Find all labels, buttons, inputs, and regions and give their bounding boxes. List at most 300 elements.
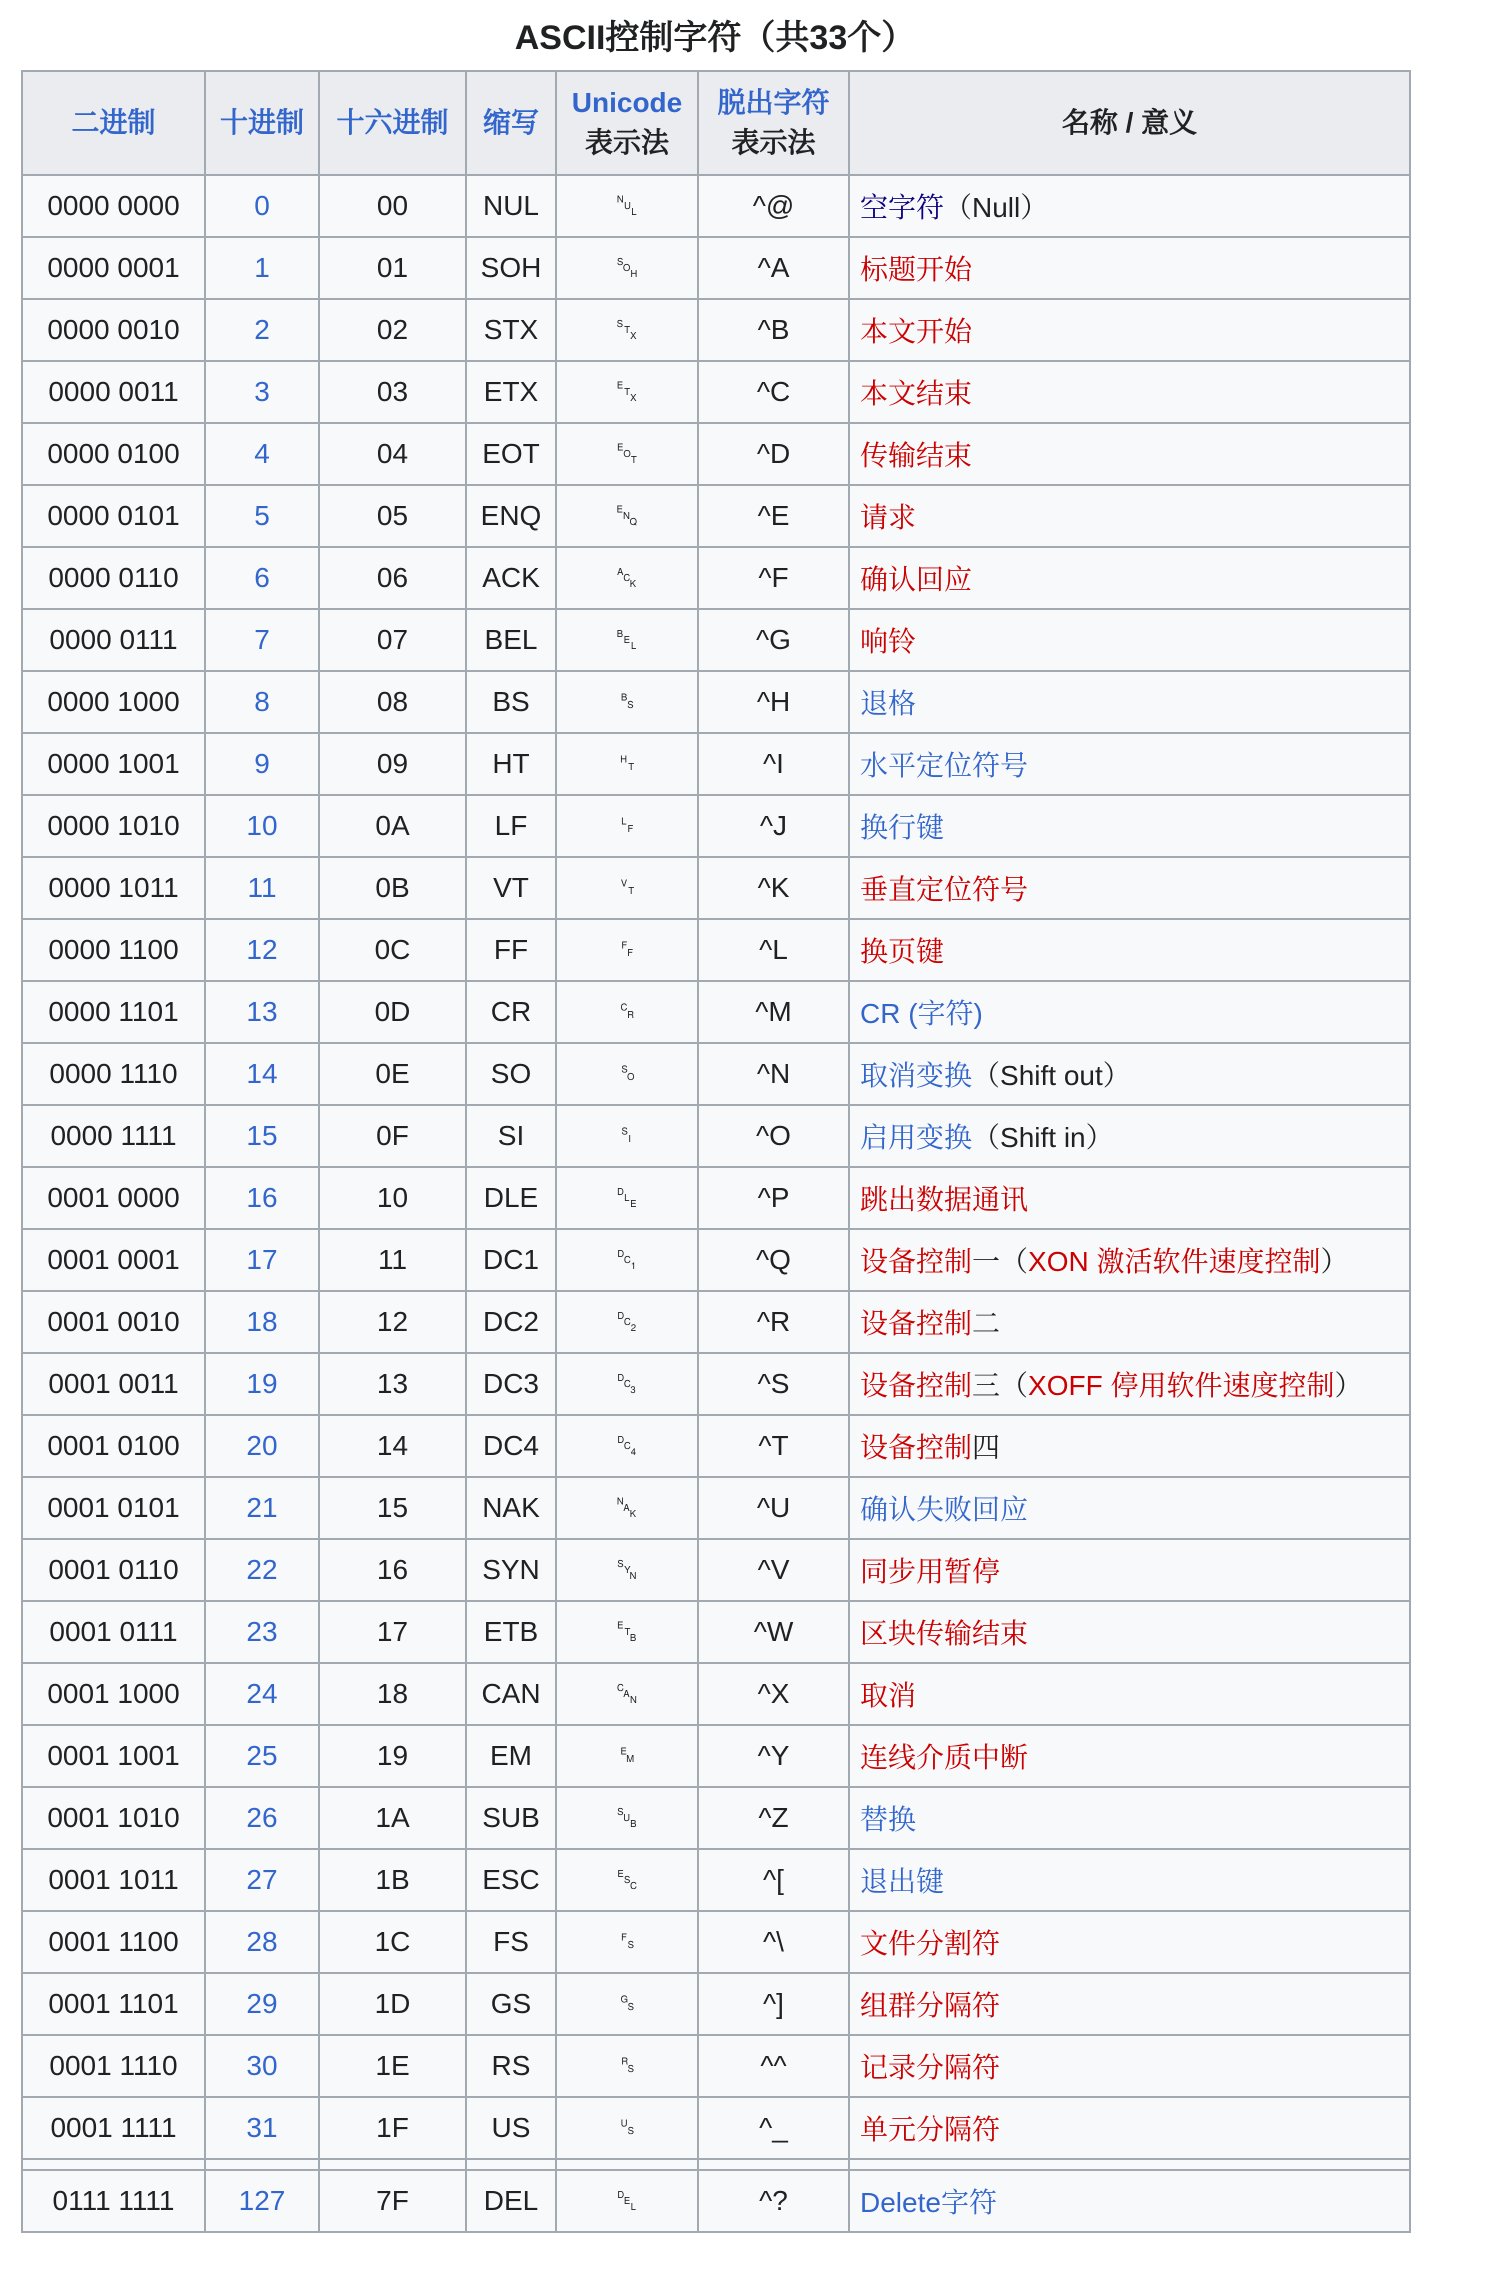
cell-caret-notation: ^H — [698, 671, 849, 733]
cell-unicode-glyph: ␇ — [556, 609, 698, 671]
redlink[interactable]: 确认回应 — [860, 564, 973, 595]
cell-abbreviation: BEL — [466, 609, 556, 671]
header-line — [703, 83, 844, 123]
cell-name-meaning — [849, 237, 1410, 299]
cell-name-meaning — [849, 1477, 1410, 1539]
redlink[interactable]: 设备控制 — [860, 1432, 973, 1463]
redlink[interactable]: 设备控制 — [860, 1308, 973, 1339]
cell-caret-notation: ^D — [698, 423, 849, 485]
cell-abbreviation: NUL — [466, 175, 556, 237]
plain-text: 四 — [972, 1432, 1001, 1463]
cell-decimal — [205, 1043, 319, 1105]
redlink[interactable]: 组群分隔符 — [860, 1990, 1001, 2021]
cell-caret-notation: ^M — [698, 981, 849, 1043]
cell-caret-notation: ^S — [698, 1353, 849, 1415]
redlink[interactable]: 跳出数据通讯 — [860, 1184, 1029, 1215]
cell-hex: 0E — [319, 1043, 466, 1105]
cell-decimal — [205, 1539, 319, 1601]
cell-name-meaning — [849, 2170, 1410, 2232]
cell-binary: 0001 0110 — [22, 1539, 205, 1601]
cell-abbreviation: SYN — [466, 1539, 556, 1601]
cell-hex: 0D — [319, 981, 466, 1043]
cell-unicode-glyph: ␒ — [556, 1291, 698, 1353]
cell-name-meaning — [849, 1973, 1410, 2035]
cell-binary: 0001 0001 — [22, 1229, 205, 1291]
table-row — [22, 795, 1410, 857]
visited-link[interactable]: 空字符 — [860, 192, 945, 223]
cell-abbreviation: ENQ — [466, 485, 556, 547]
cell-abbreviation: ESC — [466, 1849, 556, 1911]
cell-abbreviation: ACK — [466, 547, 556, 609]
column-header-name — [849, 71, 1410, 175]
cell-name-meaning — [849, 1539, 1410, 1601]
cell-caret-notation: ^^ — [698, 2035, 849, 2097]
wiki-link[interactable]: 17 — [246, 1244, 278, 1275]
spacer-cell — [698, 2159, 849, 2170]
table-row — [22, 1415, 1410, 1477]
redlink[interactable]: 区块传输结束 — [860, 1618, 1029, 1649]
cell-caret-notation: ^N — [698, 1043, 849, 1105]
redlink[interactable]: 同步用暂停 — [860, 1556, 1001, 1587]
cell-abbreviation: DC3 — [466, 1353, 556, 1415]
cell-decimal — [205, 1105, 319, 1167]
cell-hex: 19 — [319, 1725, 466, 1787]
plain-text: ） — [1320, 1246, 1349, 1277]
cell-binary: 0001 1110 — [22, 2035, 205, 2097]
wiki-link[interactable]: 3 — [254, 376, 270, 407]
cell-unicode-glyph: ␖ — [556, 1539, 698, 1601]
cell-decimal — [205, 1229, 319, 1291]
table-row — [22, 919, 1410, 981]
plain-text: 二 — [972, 1308, 1001, 1339]
header-line — [854, 103, 1405, 143]
cell-name-meaning — [849, 857, 1410, 919]
cell-name-meaning — [849, 1415, 1410, 1477]
table-row — [22, 2097, 1410, 2159]
cell-name-meaning — [849, 1167, 1410, 1229]
wiki-link[interactable]: 退格 — [860, 688, 917, 719]
cell-caret-notation: ^T — [698, 1415, 849, 1477]
plain-text: 名称 / 意义 — [1061, 107, 1198, 138]
cell-hex: 11 — [319, 1229, 466, 1291]
plain-text: （Shift out） — [972, 1060, 1131, 1091]
cell-abbreviation: SOH — [466, 237, 556, 299]
table-row — [22, 361, 1410, 423]
cell-unicode-glyph: ␎ — [556, 1043, 698, 1105]
table-row — [22, 1229, 1410, 1291]
cell-hex: 09 — [319, 733, 466, 795]
cell-abbreviation: ETB — [466, 1601, 556, 1663]
cell-name-meaning — [849, 671, 1410, 733]
cell-binary: 0000 1000 — [22, 671, 205, 733]
table-row — [22, 981, 1410, 1043]
wiki-link[interactable]: 11 — [247, 872, 277, 903]
wiki-link[interactable]: 0 — [254, 190, 270, 221]
wiki-link[interactable]: 二进制 — [71, 107, 156, 138]
wiki-link[interactable]: 30 — [246, 2050, 278, 2081]
cell-unicode-glyph: ␟ — [556, 2097, 698, 2159]
cell-binary: 0000 1010 — [22, 795, 205, 857]
cell-binary: 0001 0101 — [22, 1477, 205, 1539]
cell-hex: 0C — [319, 919, 466, 981]
table-head — [22, 71, 1410, 175]
cell-binary: 0000 1110 — [22, 1043, 205, 1105]
cell-name-meaning — [849, 981, 1410, 1043]
cell-name-meaning — [849, 1911, 1410, 1973]
redlink[interactable]: 设备控制 — [860, 1370, 973, 1401]
header-line — [324, 103, 461, 143]
cell-binary: 0111 1111 — [22, 2170, 205, 2232]
cell-name-meaning — [849, 1663, 1410, 1725]
cell-hex: 0F — [319, 1105, 466, 1167]
cell-unicode-glyph: ␞ — [556, 2035, 698, 2097]
cell-unicode-glyph: ␝ — [556, 1973, 698, 2035]
table-body — [22, 175, 1410, 2232]
cell-caret-notation: ^] — [698, 1973, 849, 2035]
cell-hex: 02 — [319, 299, 466, 361]
column-header-abbr — [466, 71, 556, 175]
cell-unicode-glyph: ␃ — [556, 361, 698, 423]
table-row — [22, 1911, 1410, 1973]
table-row — [22, 1539, 1410, 1601]
wiki-link[interactable]: 换行键 — [860, 812, 945, 843]
table-row — [22, 485, 1410, 547]
table-row — [22, 547, 1410, 609]
wiki-link[interactable]: 取消变换 — [860, 1060, 973, 1091]
cell-hex: 14 — [319, 1415, 466, 1477]
redlink[interactable]: 记录分隔符 — [860, 2052, 1001, 2083]
cell-hex: 07 — [319, 609, 466, 671]
cell-decimal — [205, 175, 319, 237]
cell-decimal — [205, 671, 319, 733]
cell-decimal — [205, 237, 319, 299]
cell-caret-notation: ^Q — [698, 1229, 849, 1291]
column-header-unicode — [556, 71, 698, 175]
wiki-link[interactable]: 13 — [246, 996, 278, 1027]
cell-hex: 18 — [319, 1663, 466, 1725]
header-line — [471, 103, 551, 143]
cell-name-meaning — [849, 1787, 1410, 1849]
wiki-link[interactable]: 26 — [246, 1802, 278, 1833]
cell-caret-notation: ^\ — [698, 1911, 849, 1973]
cell-hex: 10 — [319, 1167, 466, 1229]
table-row — [22, 423, 1410, 485]
wiki-link[interactable]: 脱出字符 — [717, 87, 830, 118]
cell-caret-notation: ^[ — [698, 1849, 849, 1911]
cell-unicode-glyph: ␚ — [556, 1787, 698, 1849]
cell-unicode-glyph: ␀ — [556, 175, 698, 237]
cell-binary: 0000 0000 — [22, 175, 205, 237]
wiki-link[interactable]: 18 — [246, 1306, 278, 1337]
cell-unicode-glyph: ␉ — [556, 733, 698, 795]
cell-hex: 00 — [319, 175, 466, 237]
cell-unicode-glyph: ␊ — [556, 795, 698, 857]
wiki-link[interactable]: 21 — [246, 1492, 278, 1523]
cell-unicode-glyph: ␜ — [556, 1911, 698, 1973]
wiki-link[interactable]: 确认失败回应 — [860, 1494, 1029, 1525]
cell-binary: 0001 0100 — [22, 1415, 205, 1477]
wiki-link[interactable]: Unicode — [571, 87, 683, 118]
cell-hex: 17 — [319, 1601, 466, 1663]
table-row — [22, 1973, 1410, 2035]
cell-hex: 1A — [319, 1787, 466, 1849]
wiki-link[interactable]: 27 — [246, 1864, 278, 1895]
wiki-link[interactable]: 缩写 — [482, 107, 539, 138]
cell-caret-notation: ^E — [698, 485, 849, 547]
wiki-link[interactable]: 1 — [254, 252, 270, 283]
redlink[interactable]: 换页键 — [860, 936, 945, 967]
table-row — [22, 299, 1410, 361]
cell-name-meaning — [849, 1291, 1410, 1353]
table-row — [22, 1105, 1410, 1167]
cell-name-meaning — [849, 423, 1410, 485]
wiki-link[interactable]: 12 — [246, 934, 278, 965]
header-line — [27, 103, 200, 143]
cell-binary: 0001 1011 — [22, 1849, 205, 1911]
cell-decimal — [205, 1415, 319, 1477]
plain-text: 表示法 — [584, 127, 669, 158]
cell-caret-notation: ^_ — [698, 2097, 849, 2159]
wiki-link[interactable]: 4 — [254, 438, 270, 469]
wiki-link[interactable]: 9 — [254, 748, 270, 779]
cell-name-meaning — [849, 1725, 1410, 1787]
spacer-cell — [849, 2159, 1410, 2170]
wiki-link[interactable]: 127 — [238, 2185, 286, 2216]
redlink[interactable]: 响铃 — [860, 626, 917, 657]
plain-text: 三（ — [972, 1370, 1029, 1401]
cell-name-meaning — [849, 1229, 1410, 1291]
cell-abbreviation: DLE — [466, 1167, 556, 1229]
cell-hex: 1D — [319, 1973, 466, 2035]
cell-decimal — [205, 981, 319, 1043]
table-row — [22, 175, 1410, 237]
cell-abbreviation: SI — [466, 1105, 556, 1167]
cell-binary: 0000 1101 — [22, 981, 205, 1043]
cell-caret-notation: ^Y — [698, 1725, 849, 1787]
cell-abbreviation: RS — [466, 2035, 556, 2097]
spacer-cell — [205, 2159, 319, 2170]
wiki-link[interactable]: 2 — [254, 314, 270, 345]
cell-name-meaning — [849, 609, 1410, 671]
cell-abbreviation: GS — [466, 1973, 556, 2035]
redlink[interactable]: 设备控制 — [860, 1246, 973, 1277]
cell-unicode-glyph: ␈ — [556, 671, 698, 733]
column-header-hex — [319, 71, 466, 175]
table-row — [22, 1849, 1410, 1911]
cell-decimal — [205, 1663, 319, 1725]
cell-unicode-glyph: ␂ — [556, 299, 698, 361]
table-row — [22, 237, 1410, 299]
header-line — [561, 83, 693, 123]
cell-unicode-glyph: ␕ — [556, 1477, 698, 1539]
cell-abbreviation: US — [466, 2097, 556, 2159]
wiki-link[interactable]: 替换 — [860, 1804, 917, 1835]
redlink[interactable]: 请求 — [860, 502, 917, 533]
wiki-link[interactable]: 十进制 — [219, 107, 304, 138]
header-line — [210, 103, 314, 143]
cell-binary: 0001 0010 — [22, 1291, 205, 1353]
table-row — [22, 733, 1410, 795]
wiki-link[interactable]: 23 — [246, 1616, 278, 1647]
redlink[interactable]: 单元分隔符 — [860, 2114, 1001, 2145]
table-row — [22, 1291, 1410, 1353]
cell-abbreviation: SUB — [466, 1787, 556, 1849]
cell-binary: 0000 0001 — [22, 237, 205, 299]
table-row — [22, 1353, 1410, 1415]
wiki-link[interactable]: 7 — [254, 624, 270, 655]
wiki-link[interactable]: 8 — [254, 686, 270, 717]
spacer-cell — [22, 2159, 205, 2170]
wiki-link[interactable]: 16 — [246, 1182, 278, 1213]
column-header-decimal — [205, 71, 319, 175]
cell-hex: 0A — [319, 795, 466, 857]
table-row — [22, 857, 1410, 919]
redlink[interactable]: 取消 — [860, 1680, 917, 1711]
cell-binary: 0001 1001 — [22, 1725, 205, 1787]
cell-unicode-glyph: ␏ — [556, 1105, 698, 1167]
header-row — [22, 71, 1410, 175]
cell-binary: 0001 1111 — [22, 2097, 205, 2159]
wiki-link[interactable]: 启用变换 — [860, 1122, 973, 1153]
cell-hex: 1F — [319, 2097, 466, 2159]
wiki-link[interactable]: 20 — [246, 1430, 278, 1461]
table-row — [22, 1167, 1410, 1229]
cell-unicode-glyph: ␑ — [556, 1229, 698, 1291]
cell-name-meaning — [849, 1043, 1410, 1105]
cell-decimal — [205, 919, 319, 981]
spacer-cell — [556, 2159, 698, 2170]
cell-decimal — [205, 1601, 319, 1663]
wiki-link[interactable]: 6 — [254, 562, 270, 593]
cell-binary: 0001 1101 — [22, 1973, 205, 2035]
cell-caret-notation: ^I — [698, 733, 849, 795]
wiki-link[interactable]: 十六进制 — [336, 107, 449, 138]
spacer-cell — [466, 2159, 556, 2170]
cell-abbreviation: DC4 — [466, 1415, 556, 1477]
cell-unicode-glyph: ␌ — [556, 919, 698, 981]
wiki-link[interactable]: 14 — [246, 1058, 278, 1089]
redlink[interactable]: 本文结束 — [860, 378, 973, 409]
cell-abbreviation: FS — [466, 1911, 556, 1973]
cell-binary: 0000 0011 — [22, 361, 205, 423]
redlink[interactable]: XOFF 停用软件速度控制 — [1028, 1370, 1335, 1401]
plain-text: （Null） — [944, 192, 1049, 223]
spacer-row — [22, 2159, 1410, 2170]
cell-name-meaning — [849, 1353, 1410, 1415]
table-row — [22, 2035, 1410, 2097]
cell-caret-notation: ^? — [698, 2170, 849, 2232]
cell-caret-notation: ^V — [698, 1539, 849, 1601]
wiki-link[interactable]: 22 — [246, 1554, 278, 1585]
cell-binary: 0000 0100 — [22, 423, 205, 485]
redlink[interactable]: 垂直定位符号 — [860, 874, 1029, 905]
cell-caret-notation: ^A — [698, 237, 849, 299]
wiki-link[interactable]: 5 — [254, 500, 270, 531]
plain-text: 一（ — [972, 1246, 1029, 1277]
wiki-link[interactable]: 31 — [246, 2112, 278, 2143]
cell-decimal — [205, 2035, 319, 2097]
cell-decimal — [205, 733, 319, 795]
cell-binary: 0001 0000 — [22, 1167, 205, 1229]
wiki-link[interactable]: 24 — [246, 1678, 278, 1709]
cell-abbreviation: STX — [466, 299, 556, 361]
cell-caret-notation: ^@ — [698, 175, 849, 237]
cell-unicode-glyph: ␛ — [556, 1849, 698, 1911]
cell-binary: 0000 1011 — [22, 857, 205, 919]
wiki-link[interactable]: 19 — [246, 1368, 278, 1399]
wiki-link[interactable]: CR (字符) — [860, 998, 983, 1029]
plain-text: 表示法 — [731, 127, 816, 158]
redlink[interactable]: 本文开始 — [860, 316, 973, 347]
cell-abbreviation: FF — [466, 919, 556, 981]
cell-caret-notation: ^R — [698, 1291, 849, 1353]
cell-name-meaning — [849, 733, 1410, 795]
cell-unicode-glyph: ␡ — [556, 2170, 698, 2232]
cell-decimal — [205, 1725, 319, 1787]
wiki-link[interactable]: 10 — [246, 810, 278, 841]
cell-binary: 0001 0111 — [22, 1601, 205, 1663]
cell-abbreviation: CR — [466, 981, 556, 1043]
cell-decimal — [205, 2097, 319, 2159]
redlink[interactable]: 连线介质中断 — [860, 1742, 1029, 1773]
wiki-link[interactable]: 25 — [246, 1740, 278, 1771]
cell-caret-notation: ^C — [698, 361, 849, 423]
cell-name-meaning — [849, 1849, 1410, 1911]
header-line — [561, 123, 693, 163]
cell-unicode-glyph: ␅ — [556, 485, 698, 547]
cell-decimal — [205, 1849, 319, 1911]
redlink[interactable]: 传输结束 — [860, 440, 973, 471]
wiki-link[interactable]: 水平定位符号 — [860, 750, 1029, 781]
cell-abbreviation: CAN — [466, 1663, 556, 1725]
table-row — [22, 671, 1410, 733]
cell-caret-notation: ^L — [698, 919, 849, 981]
table-row — [22, 1787, 1410, 1849]
wiki-link[interactable]: 28 — [246, 1926, 278, 1957]
wiki-link[interactable]: 15 — [246, 1120, 278, 1151]
cell-caret-notation: ^X — [698, 1663, 849, 1725]
table-row — [22, 1725, 1410, 1787]
cell-binary: 0000 0101 — [22, 485, 205, 547]
cell-decimal — [205, 361, 319, 423]
table-row — [22, 1477, 1410, 1539]
cell-hex: 15 — [319, 1477, 466, 1539]
header-line — [703, 123, 844, 163]
cell-hex: 7F — [319, 2170, 466, 2232]
cell-hex: 16 — [319, 1539, 466, 1601]
cell-decimal — [205, 299, 319, 361]
wiki-link[interactable]: 退出键 — [860, 1866, 945, 1897]
redlink[interactable]: 标题开始 — [860, 254, 973, 285]
cell-name-meaning — [849, 2035, 1410, 2097]
cell-binary: 0001 1010 — [22, 1787, 205, 1849]
wiki-link[interactable]: Delete字符 — [860, 2187, 997, 2218]
spacer-cell — [319, 2159, 466, 2170]
cell-abbreviation: BS — [466, 671, 556, 733]
cell-decimal — [205, 1973, 319, 2035]
ascii-control-table — [21, 70, 1411, 2233]
wiki-link[interactable]: 29 — [246, 1988, 278, 2019]
redlink[interactable]: 文件分割符 — [860, 1928, 1001, 1959]
cell-name-meaning — [849, 795, 1410, 857]
cell-abbreviation: EM — [466, 1725, 556, 1787]
cell-abbreviation: ETX — [466, 361, 556, 423]
cell-binary: 0000 1111 — [22, 1105, 205, 1167]
cell-binary: 0001 0011 — [22, 1353, 205, 1415]
cell-decimal — [205, 2170, 319, 2232]
plain-text: ） — [1334, 1370, 1363, 1401]
redlink[interactable]: XON 激活软件速度控制 — [1028, 1246, 1321, 1277]
